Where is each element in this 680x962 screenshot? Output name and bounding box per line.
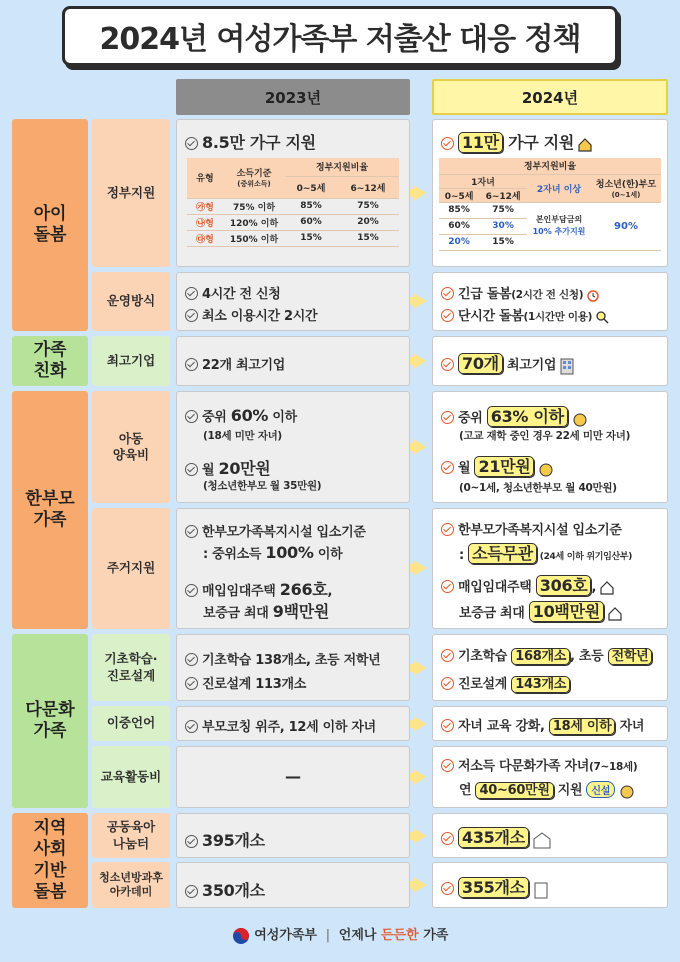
check-icon bbox=[441, 287, 454, 300]
youth-academy-2023 bbox=[176, 862, 410, 908]
check-icon bbox=[441, 309, 454, 322]
operation-2023 bbox=[176, 272, 410, 331]
check-icon bbox=[185, 525, 198, 538]
category-single-parent: 한부모 가족 bbox=[12, 391, 88, 629]
text: (0~1세, 청소년한부모 월 40만원) bbox=[459, 482, 617, 494]
text: 지원 bbox=[553, 783, 583, 798]
table-header: 소득기준 bbox=[236, 169, 272, 180]
operation-2024 bbox=[432, 272, 668, 331]
table-cell: 15% bbox=[479, 234, 527, 250]
arrow-icon bbox=[413, 439, 427, 455]
year-2024-header: 2024년 bbox=[432, 79, 668, 115]
gov-2023-table bbox=[187, 158, 399, 247]
arrow-icon bbox=[413, 716, 427, 732]
check-icon bbox=[185, 720, 198, 733]
table-header: 1자녀 bbox=[439, 174, 527, 188]
activity-cost-2023 bbox=[176, 746, 410, 808]
ops-2023-line2: 최소 이용시간 2시간 bbox=[202, 309, 318, 324]
text: (24세 이하 위기임산부) bbox=[539, 552, 633, 562]
highlight: 소득무관 bbox=[468, 543, 537, 564]
gov-2023-text: 8.5만 가구 지원 bbox=[202, 133, 316, 152]
highlight: 306호 bbox=[536, 575, 592, 596]
text: 진로설계 113개소 bbox=[202, 677, 307, 692]
text: 350개소 bbox=[202, 881, 265, 900]
magnifier-icon bbox=[595, 310, 609, 324]
text: 한부모가족복지시설 입소기준 bbox=[202, 525, 366, 540]
text: 395개소 bbox=[202, 831, 265, 850]
check-icon bbox=[441, 759, 454, 772]
youth-academy-2024 bbox=[432, 862, 668, 908]
table-header: 6~12세 bbox=[337, 176, 399, 198]
table-header: 2자녀 이상 bbox=[536, 184, 582, 195]
ops-2024-line1: 긴급 돌봄 bbox=[458, 287, 512, 302]
table-cell: 10% 추가지원 bbox=[532, 227, 586, 236]
ops-2023-line1: 4시간 전 신청 bbox=[202, 287, 281, 302]
text: 부모코칭 위주, 12세 이하 자녀 bbox=[202, 720, 376, 735]
table-cell: 90% bbox=[591, 202, 661, 250]
best-company-2024 bbox=[432, 336, 668, 386]
check-icon bbox=[441, 137, 454, 150]
text: 매입임대주택 bbox=[202, 584, 280, 599]
text: 월 bbox=[458, 461, 475, 476]
check-icon bbox=[441, 461, 454, 474]
check-icon bbox=[185, 677, 198, 690]
table-cell: 75% bbox=[479, 202, 527, 218]
arrow-icon bbox=[413, 769, 427, 785]
highlight: 18세 이하 bbox=[549, 718, 616, 735]
bilingual-2023 bbox=[176, 706, 410, 741]
check-icon bbox=[441, 882, 454, 895]
table-header: 유형 bbox=[187, 158, 223, 198]
text: , 초등 bbox=[570, 649, 608, 664]
check-icon bbox=[441, 677, 454, 690]
activity-cost-2024 bbox=[432, 746, 668, 808]
arrow-icon bbox=[413, 353, 427, 369]
highlight: 전학년 bbox=[608, 648, 653, 665]
check-icon bbox=[185, 835, 198, 848]
ministry-name: 여성가족부 bbox=[254, 928, 317, 943]
table-header: 청소년(한)부모 bbox=[595, 179, 657, 190]
category-child-care: 아이 돌봄 bbox=[12, 119, 88, 331]
check-icon bbox=[185, 584, 198, 597]
text: 60% bbox=[230, 406, 269, 425]
ops-2024-line1-sub: (2시간 전 신청) bbox=[511, 289, 584, 301]
text: 매입임대주택 bbox=[458, 580, 536, 595]
table-cell: 85% bbox=[285, 198, 337, 214]
text: (18세 미만 자녀) bbox=[203, 430, 282, 442]
text: 기초학습 bbox=[458, 649, 512, 664]
housing-2023 bbox=[176, 508, 410, 629]
arrow-icon bbox=[413, 828, 427, 844]
childcare-cost-2024 bbox=[432, 391, 668, 503]
best-2023-text: 22개 최고기업 bbox=[202, 358, 286, 373]
text: , bbox=[327, 584, 333, 599]
house-icon bbox=[577, 137, 593, 153]
bilingual-2024 bbox=[432, 706, 668, 741]
sub-basic-learning: 기초학습· 진로설계 bbox=[92, 634, 170, 701]
gov-support-2023 bbox=[176, 119, 410, 267]
highlight: 143개소 bbox=[511, 676, 570, 693]
table-cell: ㉮형 bbox=[187, 198, 223, 214]
highlight: 435개소 bbox=[458, 827, 529, 848]
table-cell: 120% 이하 bbox=[223, 214, 285, 230]
new-badge: 신설 bbox=[586, 781, 615, 798]
check-icon bbox=[441, 411, 454, 424]
highlight: 40~60만원 bbox=[475, 782, 553, 799]
text: 월 bbox=[202, 463, 219, 478]
text: 보증금 최대 bbox=[203, 606, 273, 621]
sub-best-company: 최고기업 bbox=[92, 336, 170, 386]
table-cell: 75% 이하 bbox=[223, 198, 285, 214]
table-header: 0~5세 bbox=[439, 188, 479, 202]
money-bag-icon bbox=[537, 461, 555, 477]
coop-childcare-2023 bbox=[176, 813, 410, 858]
sub-operation: 운영방식 bbox=[92, 272, 170, 331]
taegeuk-logo-icon bbox=[232, 927, 250, 945]
highlight: 168개소 bbox=[511, 648, 570, 665]
house-icon bbox=[607, 606, 623, 622]
check-icon bbox=[185, 137, 198, 150]
table-cell: 본인부담금의 bbox=[535, 215, 583, 224]
text: 100% bbox=[265, 543, 314, 562]
table-header: 정부지원비율 bbox=[285, 158, 399, 176]
check-icon bbox=[185, 653, 198, 666]
table-cell: ㉯형 bbox=[187, 214, 223, 230]
highlight: 355개소 bbox=[458, 877, 529, 898]
category-multicultural: 다문화 가족 bbox=[12, 634, 88, 808]
year-2023-header: 2023년 bbox=[176, 79, 410, 115]
check-icon bbox=[441, 358, 454, 371]
text: 이하 bbox=[268, 410, 297, 425]
table-header-sub: (중위소득) bbox=[237, 180, 271, 189]
text: (고교 재학 중인 경우 22세 미만 자녀) bbox=[459, 430, 631, 442]
text: 9백만원 bbox=[272, 602, 330, 621]
arrow-icon bbox=[413, 877, 427, 893]
gov-2024-table bbox=[439, 158, 661, 251]
sub-gov-support: 정부지원 bbox=[92, 119, 170, 267]
slogan: 든든한 bbox=[381, 928, 419, 943]
table-cell: 15% bbox=[337, 230, 399, 246]
highlight: 11만 bbox=[458, 132, 503, 153]
housing-2024 bbox=[432, 508, 668, 629]
category-community-care: 지역 사회 기반 돌봄 bbox=[12, 813, 88, 908]
check-icon bbox=[185, 287, 198, 300]
gov-support-2024 bbox=[432, 119, 668, 267]
sub-housing: 주거지원 bbox=[92, 508, 170, 629]
school-building-icon bbox=[532, 831, 552, 849]
table-cell: ㉰형 bbox=[187, 230, 223, 246]
table-header-sub: (0~1세) bbox=[611, 190, 641, 199]
text: 기초학습 138개소, 초등 저학년 bbox=[202, 653, 381, 668]
text: 이하 bbox=[313, 547, 343, 562]
check-icon bbox=[441, 649, 454, 662]
check-icon bbox=[185, 410, 198, 423]
check-icon bbox=[441, 523, 454, 536]
text: 보증금 최대 bbox=[459, 606, 529, 621]
highlight: 10백만원 bbox=[529, 601, 604, 622]
sub-youth-academy: 청소년방과후 아카데미 bbox=[92, 862, 170, 908]
highlight: 21만원 bbox=[474, 456, 534, 477]
money-bag-icon bbox=[571, 411, 589, 427]
highlight: 63% 이하 bbox=[487, 406, 568, 427]
text: 중위 bbox=[458, 411, 487, 426]
check-icon bbox=[185, 309, 198, 322]
highlight: 70개 bbox=[458, 353, 503, 374]
text: (7~18세) bbox=[589, 761, 638, 773]
text: 연 bbox=[459, 783, 476, 798]
house-icon bbox=[599, 580, 615, 596]
ops-2024-line2: 단시간 돌봄 bbox=[458, 309, 524, 324]
text: — bbox=[285, 767, 301, 786]
gov-2024-text: 가구 지원 bbox=[502, 133, 574, 152]
arrow-icon bbox=[413, 560, 427, 576]
page-title: 2024년 여성가족부 저출산 대응 정책 bbox=[62, 6, 618, 66]
table-header: 0~5세 bbox=[285, 176, 337, 198]
check-icon bbox=[441, 719, 454, 732]
table-cell: 20% bbox=[439, 234, 479, 250]
table-cell: 60% bbox=[439, 218, 479, 234]
building-icon bbox=[559, 357, 575, 375]
basic-learning-2023 bbox=[176, 634, 410, 701]
alarm-clock-icon bbox=[586, 288, 600, 302]
text: 진로설계 bbox=[458, 677, 512, 692]
text: (청소년한부모 월 35만원) bbox=[203, 480, 322, 492]
table-cell: 75% bbox=[337, 198, 399, 214]
table-cell: 20% bbox=[337, 214, 399, 230]
text: : bbox=[459, 548, 469, 563]
text: 20만원 bbox=[218, 459, 271, 478]
text: : 중위소득 bbox=[203, 547, 266, 562]
money-bag-icon bbox=[618, 783, 636, 799]
table-header: 정부지원비율 bbox=[439, 158, 661, 174]
sub-bilingual: 이중언어 bbox=[92, 706, 170, 741]
slogan: 언제나 bbox=[338, 928, 381, 943]
text: 저소득 다문화가족 자녀 bbox=[458, 759, 590, 774]
arrow-icon bbox=[413, 185, 427, 201]
basic-learning-2024 bbox=[432, 634, 668, 701]
table-header: 6~12세 bbox=[479, 188, 527, 202]
table-cell: 85% bbox=[439, 202, 479, 218]
check-icon bbox=[185, 358, 198, 371]
ops-2024-line2-sub: (1시간만 이용) bbox=[523, 311, 593, 323]
check-icon bbox=[185, 463, 198, 476]
check-icon bbox=[441, 580, 454, 593]
category-family-friendly: 가족 친화 bbox=[12, 336, 88, 386]
table-cell: 15% bbox=[285, 230, 337, 246]
sub-childcare-cost: 아동 양육비 bbox=[92, 391, 170, 503]
childcare-cost-2023 bbox=[176, 391, 410, 503]
check-icon bbox=[185, 885, 198, 898]
table-cell: 60% bbox=[285, 214, 337, 230]
arrow-icon bbox=[413, 293, 427, 309]
building-icon bbox=[532, 881, 550, 899]
arrow-icon bbox=[413, 660, 427, 676]
slogan: 가족 bbox=[418, 928, 449, 943]
text: 중위 bbox=[202, 410, 231, 425]
table-cell: 150% 이하 bbox=[223, 230, 285, 246]
sub-coop-childcare: 공동육아 나눔터 bbox=[92, 813, 170, 858]
table-cell: 30% bbox=[479, 218, 527, 234]
best-2024-text: 최고기업 bbox=[502, 358, 557, 373]
text: 한부모가족복지시설 입소기준 bbox=[458, 523, 622, 538]
footer: 여성가족부 | 언제나 든든한 가족 bbox=[0, 924, 680, 945]
sub-activity-cost: 교육활동비 bbox=[92, 746, 170, 808]
check-icon bbox=[441, 832, 454, 845]
text: 자녀 교육 강화, bbox=[458, 719, 549, 734]
best-company-2023 bbox=[176, 336, 410, 386]
text: , bbox=[591, 580, 597, 595]
text: 266호 bbox=[279, 580, 328, 599]
text: 자녀 bbox=[615, 719, 645, 734]
coop-childcare-2024 bbox=[432, 813, 668, 858]
